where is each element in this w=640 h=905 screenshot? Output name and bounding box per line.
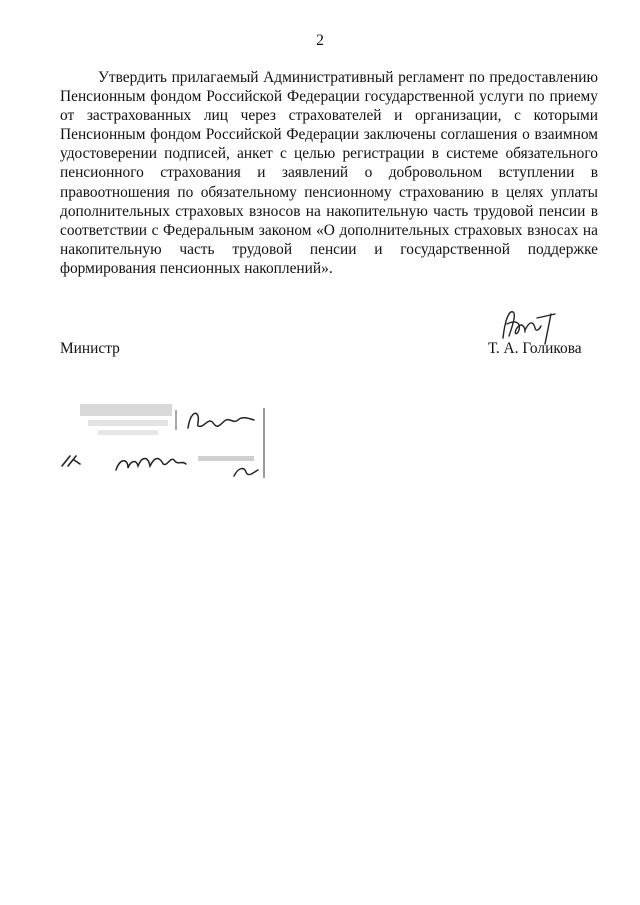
registration-stamp-icon xyxy=(58,400,278,484)
body-paragraph: Утвердить прилагаемый Административный регламент по предоставлению Пенсионным фондом Российской Федерации государственной услуги по приему от застрахованных лиц через страхователей и организации, с которыми Пенсионным фондом Российской Федерации заключены соглашения о взаимном удостоверении подписей, анкет с целью регистрации в системе обязательного пенсионного страхования и заявлений о добровольном вступлении в правоотношения по обязательному пенсионному страхованию в целях уплаты дополнительных страховых взносов на накопительную часть трудовой пенсии в соответствии с Федеральным законом «О дополнительных страховых взносах на накопительную часть трудовой пенсии и государственной поддержке формирования пенсионных накоплений». xyxy=(60,69,598,277)
page-number: 2 xyxy=(316,32,324,49)
signer-name: Т. А. Голикова xyxy=(488,340,582,357)
signer-role: Министр xyxy=(60,340,120,357)
